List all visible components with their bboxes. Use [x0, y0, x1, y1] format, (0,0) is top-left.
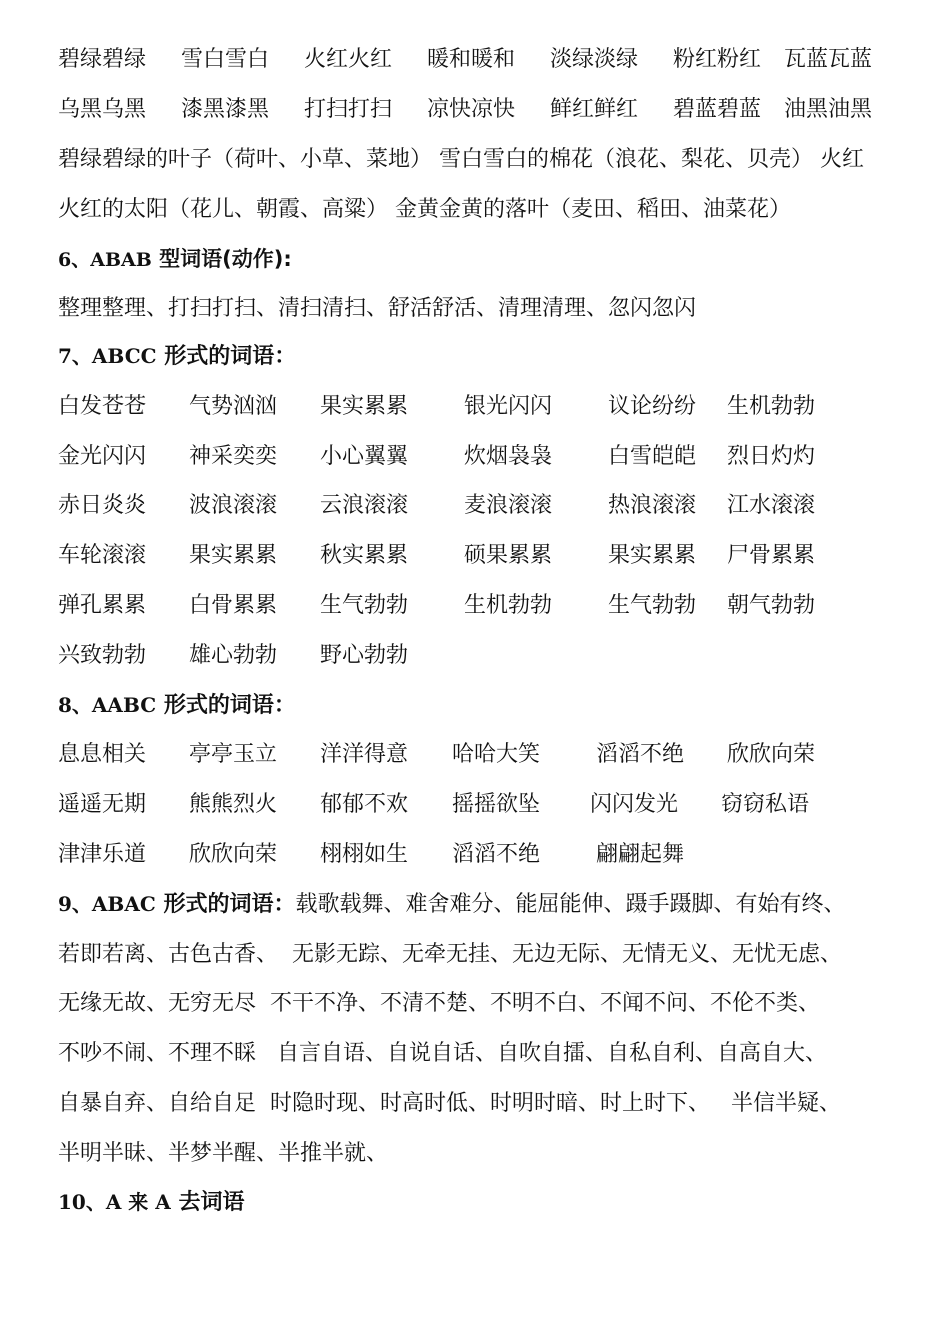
word: 欣欣向荣 — [189, 842, 278, 867]
word-row — [58, 536, 918, 576]
text-line — [58, 289, 918, 329]
word-row — [58, 785, 918, 825]
word: 兴致勃勃 — [58, 643, 147, 668]
section-number: 8、AABC — [58, 693, 157, 717]
word: 波浪滚滚 — [189, 493, 278, 518]
section-number: 6、ABAB — [58, 249, 152, 271]
section-number: 9、ABAC — [58, 892, 156, 916]
paragraph-text: 无缘无故、无穷无尽 不干不净、不清不楚、不明不白、不闻不问、不伦不类、 — [58, 991, 820, 1016]
word: 翩翩起舞 — [596, 842, 685, 867]
word-row — [58, 835, 918, 875]
word: 凉快凉快 — [427, 97, 516, 122]
word: 硕果累累 — [464, 543, 553, 568]
text-line — [58, 190, 918, 230]
section-7-heading — [58, 336, 296, 376]
word: 窃窃私语 — [721, 792, 810, 817]
word: 摇摇欲坠 — [452, 792, 541, 817]
word: 秋实累累 — [320, 543, 409, 568]
section-title: 形式的词语： — [156, 344, 297, 369]
word: 气势汹汹 — [189, 394, 278, 419]
word: 生机勃勃 — [727, 394, 816, 419]
word: 热浪滚滚 — [608, 493, 697, 518]
word-row — [58, 586, 918, 626]
section-number: 7、ABCC — [58, 344, 157, 368]
word: 果实累累 — [320, 394, 409, 419]
word: 雄心勃勃 — [189, 643, 278, 668]
section-8-heading — [58, 685, 296, 725]
word: 亭亭玉立 — [189, 742, 278, 767]
text-line — [58, 140, 918, 180]
word: 暖和暖和 — [427, 47, 516, 72]
word: 滔滔不绝 — [596, 742, 685, 767]
section-10-heading — [58, 1182, 244, 1222]
word: 小心翼翼 — [320, 444, 409, 469]
text-line — [58, 984, 918, 1024]
section-9-heading — [58, 884, 845, 924]
word: 生气勃勃 — [608, 593, 697, 618]
word: 闪闪发光 — [590, 792, 679, 817]
paragraph-text: 碧绿碧绿的叶子（荷叶、小草、菜地） 雪白雪白的棉花（浪花、梨花、贝壳） 火红 — [58, 147, 864, 172]
section-number: 10、A 来 A — [58, 1190, 171, 1214]
paragraph-text: 若即若离、古色古香、 无影无踪、无牵无挂、无边无际、无情无义、无忧无虑、 — [58, 942, 842, 967]
word: 烈日灼灼 — [727, 444, 816, 469]
word: 果实累累 — [608, 543, 697, 568]
word: 赤日炎炎 — [58, 493, 147, 518]
word-row — [58, 40, 918, 80]
word-row — [58, 90, 918, 130]
word: 欣欣向荣 — [727, 742, 816, 767]
word: 淡绿淡绿 — [550, 47, 639, 72]
word: 碧蓝碧蓝 — [673, 97, 762, 122]
word: 洋洋得意 — [320, 742, 409, 767]
section-title: 形式的词语： — [155, 892, 296, 917]
word: 金光闪闪 — [58, 444, 147, 469]
paragraph-text: 整理整理、打扫打扫、清扫清扫、舒活舒活、清理清理、忽闪忽闪 — [58, 296, 697, 321]
text-line — [58, 1134, 918, 1174]
word: 白雪皑皑 — [608, 444, 697, 469]
word: 滔滔不绝 — [452, 842, 541, 867]
word: 弹孔累累 — [58, 593, 147, 618]
word: 漆黑漆黑 — [181, 97, 270, 122]
section-title: 去词语 — [170, 1190, 245, 1215]
word: 神采奕奕 — [189, 444, 278, 469]
word: 熊熊烈火 — [189, 792, 278, 817]
word: 尸骨累累 — [727, 543, 816, 568]
word: 江水滚滚 — [727, 493, 816, 518]
word: 粉红粉红 — [673, 47, 762, 72]
word-row — [58, 636, 918, 676]
word: 生气勃勃 — [320, 593, 409, 618]
word: 银光闪闪 — [464, 394, 553, 419]
word: 郁郁不欢 — [320, 792, 409, 817]
word: 生机勃勃 — [464, 593, 553, 618]
word: 白发苍苍 — [58, 394, 147, 419]
word: 议论纷纷 — [608, 394, 697, 419]
text-line — [58, 1034, 918, 1074]
word: 瓦蓝瓦蓝 — [784, 47, 873, 72]
text-line — [58, 935, 918, 975]
word: 车轮滚滚 — [58, 543, 147, 568]
word: 哈哈大笑 — [452, 742, 541, 767]
word: 鲜红鲜红 — [550, 97, 639, 122]
word: 津津乐道 — [58, 842, 147, 867]
section-6-heading — [58, 239, 292, 279]
paragraph-text: 载歌载舞、难舍难分、能屈能伸、蹑手蹑脚、有始有终、 — [295, 892, 846, 917]
word: 栩栩如生 — [320, 842, 409, 867]
paragraph-text: 不吵不闹、不理不睬 自言自语、自说自话、自吹自擂、自私自利、自高自大、 — [58, 1041, 827, 1066]
word: 麦浪滚滚 — [464, 493, 553, 518]
word: 野心勃勃 — [320, 643, 409, 668]
word: 炊烟袅袅 — [464, 444, 553, 469]
word: 打扫打扫 — [304, 97, 393, 122]
word: 白骨累累 — [189, 593, 278, 618]
paragraph-text: 半明半昧、半梦半醒、半推半就、 — [58, 1141, 389, 1166]
text-line — [58, 1084, 918, 1124]
paragraph-text: 火红的太阳（花儿、朝霞、高粱） 金黄金黄的落叶（麦田、稻田、油菜花） — [58, 197, 791, 222]
paragraph-text: 自暴自弃、自给自足 时隐时现、时高时低、时明时暗、时上时下、 半信半疑、 — [58, 1091, 841, 1116]
word-row — [58, 486, 918, 526]
word: 碧绿碧绿 — [58, 47, 147, 72]
word-row — [58, 387, 918, 427]
section-title: 型词语(动作): — [151, 247, 292, 271]
word: 火红火红 — [304, 47, 393, 72]
word: 云浪滚滚 — [320, 493, 409, 518]
word: 乌黑乌黑 — [58, 97, 147, 122]
word: 息息相关 — [58, 742, 147, 767]
word: 果实累累 — [189, 543, 278, 568]
word-row — [58, 735, 918, 775]
word: 油黑油黑 — [784, 97, 873, 122]
word: 雪白雪白 — [181, 47, 270, 72]
word-row — [58, 437, 918, 477]
section-title: 形式的词语： — [156, 693, 296, 718]
word: 遥遥无期 — [58, 792, 147, 817]
word: 朝气勃勃 — [727, 593, 816, 618]
